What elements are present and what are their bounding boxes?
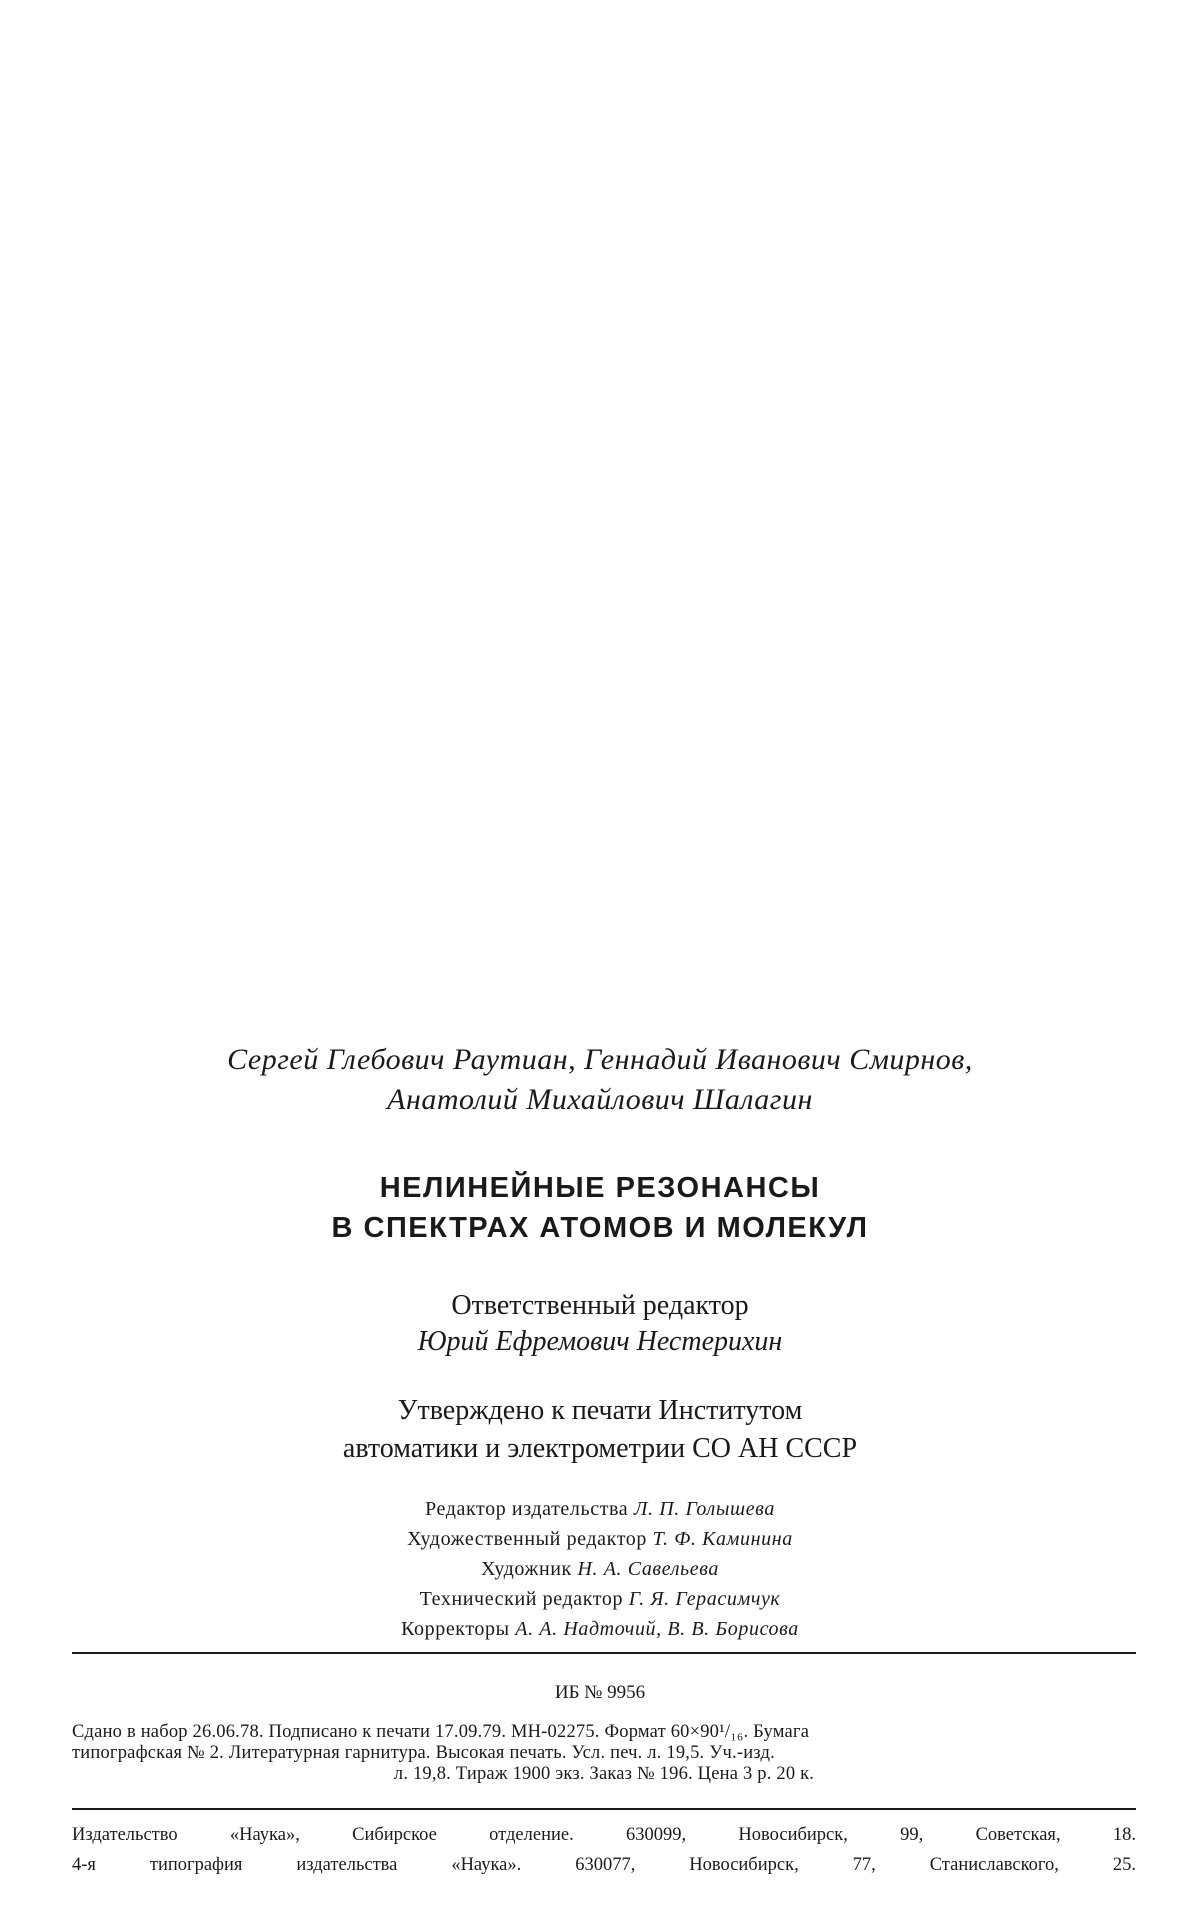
book-title [0, 1168, 1200, 1248]
authors-line-1: Сергей Глебович Раутиан, Геннадий Иванович Смирнов, [227, 1043, 973, 1076]
publisher-line-2: 4-я типография издательства «Наука». 630077, Новосибирск, 77, Станиславского, 25. [72, 1855, 1136, 1875]
responsible-editor [0, 1288, 1200, 1360]
credit-row [0, 1554, 1200, 1584]
book-title-line-2: В СПЕКТРАХ АТОМОВ И МОЛЕКУЛ [331, 1212, 869, 1244]
credit-row [0, 1614, 1200, 1644]
ib-number: ИБ № 9956 [554, 1682, 646, 1703]
approval-line-2: автоматики и электрометрии СО АН СССР [342, 1433, 858, 1464]
approval-line-1: Утверждено к печати Институтом [397, 1395, 803, 1426]
credit-role: Художественный редактор [407, 1528, 647, 1550]
approval-note [0, 1392, 1200, 1468]
divider [72, 1652, 1136, 1654]
imprint-line-2: типографская № 2. Литературная гарнитура. Высокая печать. Усл. печ. л. 19,5. Уч.-изд. [72, 1743, 775, 1763]
responsible-editor-label: Ответственный редактор [451, 1290, 749, 1321]
credit-name: А. А. Надточий, В. В. Борисова [515, 1618, 799, 1640]
authors [0, 1040, 1200, 1120]
credit-role: Художник [481, 1558, 572, 1580]
credit-role: Корректоры [401, 1618, 510, 1640]
publisher-line-1: Издательство «Наука», Сибирское отделение. 630099, Новосибирск, 99, Советская, 18. [72, 1825, 1136, 1845]
book-title-line-1: НЕЛИНЕЙНЫЕ РЕЗОНАНСЫ [379, 1172, 821, 1204]
credit-name: Л. П. Голышева [633, 1498, 775, 1520]
credit-role: Технический редактор [419, 1588, 624, 1610]
credit-role: Редактор издательства [425, 1498, 629, 1520]
authors-line-2: Анатолий Михайлович Шалагин [387, 1083, 813, 1116]
credit-row [0, 1494, 1200, 1524]
imprint-details [72, 1722, 1136, 1785]
imprint-line-3: л. 19,8. Тираж 1900 экз. Заказ № 196. Цена 3 р. 20 к. [393, 1764, 815, 1784]
credit-name: Т. Ф. Каминина [652, 1528, 793, 1550]
credit-name: Н. А. Савельева [577, 1558, 719, 1580]
divider [72, 1808, 1136, 1810]
credit-row [0, 1584, 1200, 1614]
responsible-editor-name: Юрий Ефремович Нестерихин [417, 1326, 783, 1357]
publisher-info [72, 1820, 1136, 1880]
credits-list [0, 1494, 1200, 1644]
imprint-line-1: Сдано в набор 26.06.78. Подписано к печати 17.09.79. МН-02275. Формат 60×90¹/₁₆. Бумага [72, 1722, 810, 1742]
credit-name: Г. Я. Герасимчук [628, 1588, 781, 1610]
credit-row [0, 1524, 1200, 1554]
